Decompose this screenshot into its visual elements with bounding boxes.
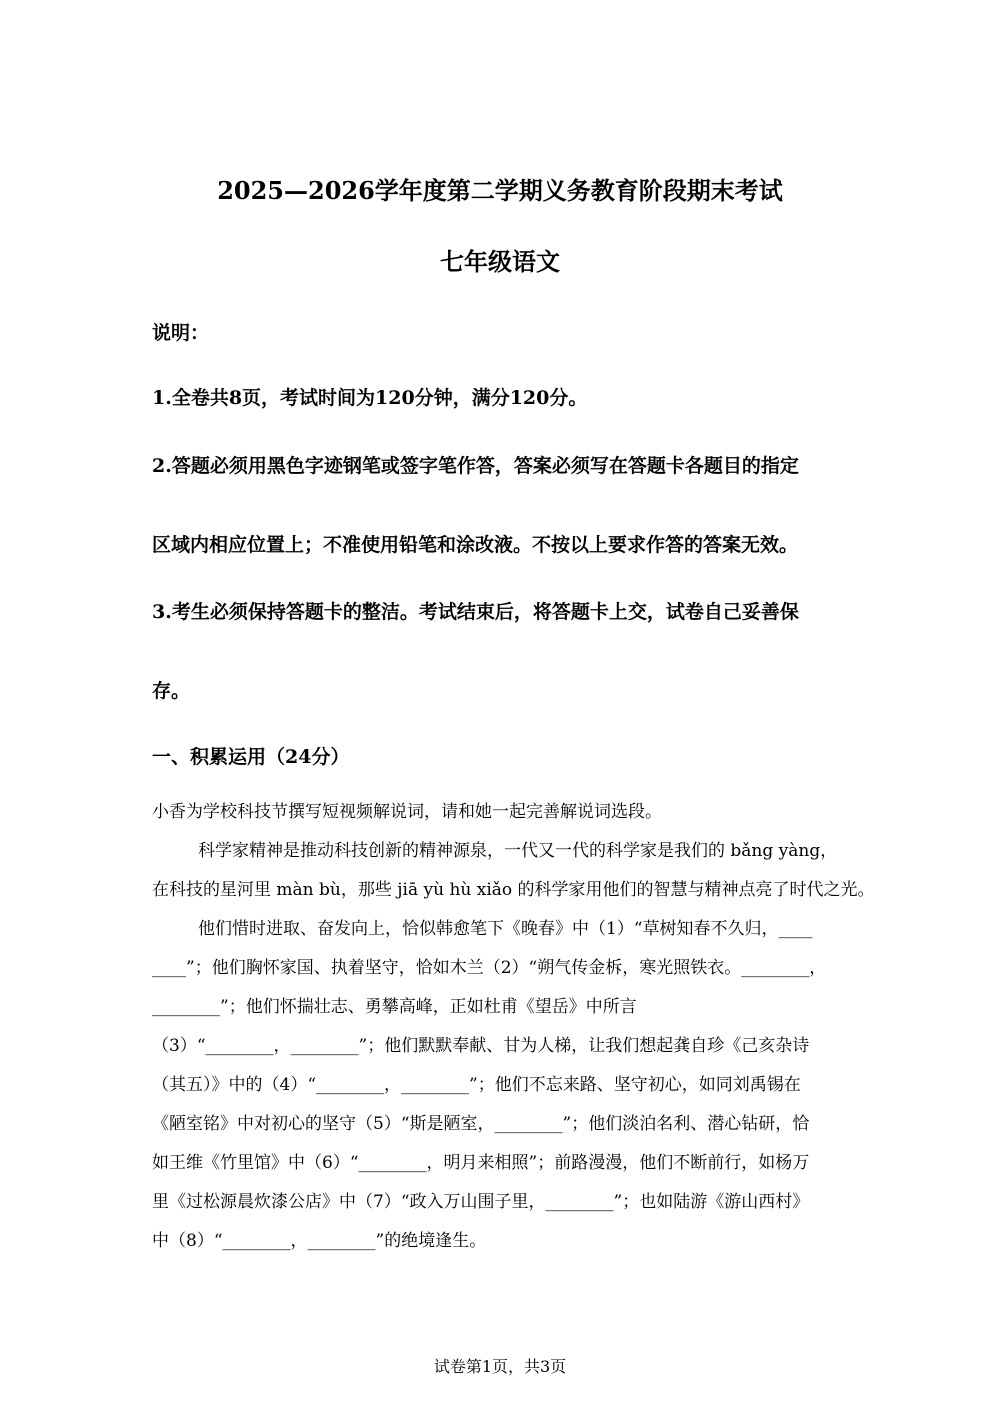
instruction-item-3-line-2: 存。 [152,680,191,702]
passage-line: 在科技的星河里 màn bù，那些 jiā yù hù xiǎo 的科学家用他们的智慧与精神点亮了时代之光。 [152,880,875,900]
section-heading: 一、积累运用（24分） [152,746,350,768]
instruction-item-2-line-1: 2.答题必须用黑色字迹钢笔或签字笔作答，答案必须写在答题卡各题目的指定 [152,455,799,477]
passage-line: 他们惜时进取、奋发向上，恰似韩愈笔下《晚春》中（1）“草树知春不久归，____ [198,919,813,939]
instruction-item-1: 1.全卷共8页，考试时间为120分钟，满分120分。 [152,387,588,409]
passage-line: ________”；他们怀揣壮志、勇攀高峰，正如杜甫《望岳》中所言 [152,997,637,1017]
passage-line: 里《过松源晨炊漆公店》中（7）“政入万山围子里，________”；也如陆游《游山西村》 [152,1192,810,1212]
exam-subtitle: 七年级语文 [440,247,560,276]
passage-line: （3）“________，________”；他们默默奉献、甘为人梯，让我们想起龚自珍《己亥杂诗 [152,1036,810,1056]
passage-line: 《陋室铭》中对初心的坚守（5）“斯是陋室，________”；他们淡泊名利、潜心钻研，恰 [152,1114,810,1134]
passage-line: ____”；他们胸怀家国、执着坚守，恰如木兰（2）“朔气传金柝，寒光照铁衣。________， [152,958,827,978]
passage-line: （其五）》中的（4）“________，________”；他们不忘来路、坚守初心，如同刘禹锡在 [152,1075,801,1095]
page-number-footer: 试卷第1页，共3页 [433,1357,567,1376]
instruction-item-2-line-2: 区域内相应位置上；不准使用铅笔和涂改液。不按以上要求作答的答案无效。 [152,534,799,556]
instruction-item-3-line-1: 3.考生必须保持答题卡的整洁。考试结束后，将答题卡上交，试卷自己妥善保 [152,601,799,623]
passage-line: 如王维《竹里馆》中（6）“________，明月来相照”；前路漫漫，他们不断前行，如杨万 [152,1153,810,1173]
section-intro: 小香为学校科技节撰写短视频解说词，请和她一起完善解说词选段。 [152,802,662,822]
instructions-heading: 说明： [152,322,210,344]
exam-title: 2025—2026学年度第二学期义务教育阶段期末考试 [217,176,783,205]
passage-line: 科学家精神是推动科技创新的精神源泉，一代又一代的科学家是我们的 bǎng yàng， [198,841,838,861]
passage-line: 中（8）“________，________”的绝境逢生。 [152,1231,487,1251]
